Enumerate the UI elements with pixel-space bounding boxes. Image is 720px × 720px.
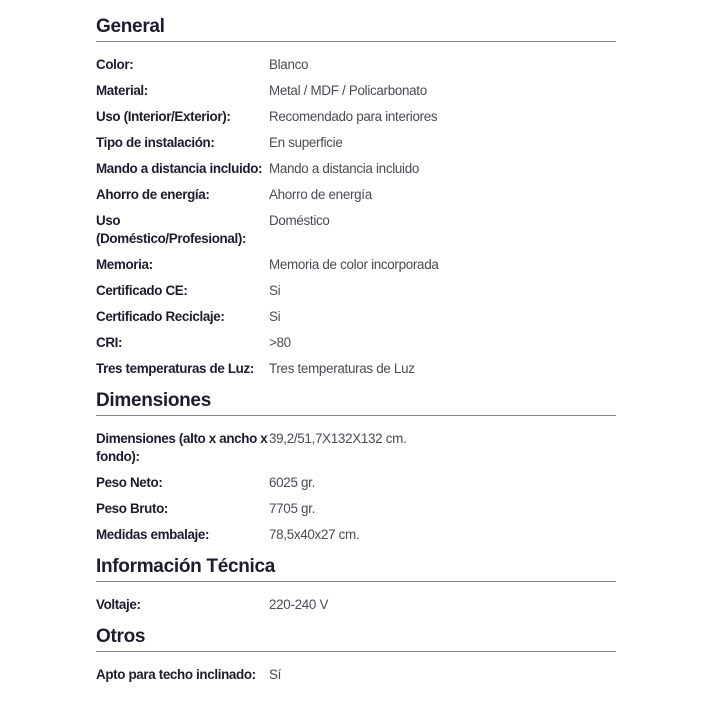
spec-row — [96, 130, 616, 156]
spec-row — [96, 208, 616, 252]
spec-value: 220-240 V — [269, 597, 329, 612]
spec-value: 7705 gr. — [269, 501, 315, 516]
spec-label: CRI: — [96, 335, 123, 350]
spec-label: Medidas embalaje: — [96, 527, 210, 542]
spec-label: Certificado Reciclaje: — [96, 309, 225, 324]
section-otros — [96, 624, 616, 688]
spec-label: Apto para techo inclinado: — [96, 667, 256, 682]
spec-value: 6025 gr. — [269, 475, 315, 490]
section-general — [96, 14, 616, 382]
spec-value: Sí — [269, 667, 282, 682]
spec-value: 78,5x40x27 cm. — [269, 527, 360, 542]
spec-value: Ahorro de energía — [269, 187, 372, 202]
section-dimensiones — [96, 388, 616, 548]
spec-row — [96, 522, 616, 548]
spec-label: Ahorro de energía: — [96, 187, 210, 202]
spec-label: Peso Neto: — [96, 475, 163, 490]
spec-table — [96, 426, 616, 548]
spec-row — [96, 182, 616, 208]
spec-label: Color: — [96, 57, 134, 72]
spec-value: Tres temperaturas de Luz — [269, 361, 415, 376]
spec-label: Dimensiones (alto x ancho x fondo): — [96, 431, 268, 464]
section-informacion-tecnica — [96, 554, 616, 618]
spec-row — [96, 78, 616, 104]
spec-row — [96, 330, 616, 356]
spec-row — [96, 278, 616, 304]
spec-value: Metal / MDF / Policarbonato — [269, 83, 427, 98]
spec-label: Tipo de instalación: — [96, 135, 215, 150]
spec-label: Memoria: — [96, 257, 153, 272]
spec-table — [96, 52, 616, 382]
spec-value: En superficie — [269, 135, 343, 150]
spec-value: Si — [269, 283, 281, 298]
spec-label: Voltaje: — [96, 597, 141, 612]
spec-row — [96, 52, 616, 78]
spec-table — [96, 592, 616, 618]
spec-label: Material: — [96, 83, 148, 98]
spec-value: Recomendado para interiores — [269, 109, 438, 124]
section-title: Otros — [96, 624, 616, 652]
spec-label: Certificado CE: — [96, 283, 188, 298]
spec-label: Peso Bruto: — [96, 501, 169, 516]
spec-row — [96, 104, 616, 130]
spec-value: Si — [269, 309, 281, 324]
spec-value: 39,2/51,7X132X132 cm. — [269, 431, 407, 446]
spec-row — [96, 252, 616, 278]
product-specifications — [96, 14, 616, 694]
spec-row — [96, 426, 616, 470]
spec-label: Uso (Interior/Exterior): — [96, 109, 231, 124]
section-title: Dimensiones — [96, 388, 616, 416]
spec-table — [96, 662, 616, 688]
spec-value: Mando a distancia incluido — [269, 161, 420, 176]
spec-value: Blanco — [269, 57, 309, 72]
spec-row — [96, 662, 616, 688]
spec-value: Doméstico — [269, 213, 330, 228]
section-title: Información Técnica — [96, 554, 616, 582]
section-title: General — [96, 14, 616, 42]
spec-row — [96, 304, 616, 330]
spec-value: Memoria de color incorporada — [269, 257, 439, 272]
spec-label: Mando a distancia incluido: — [96, 161, 263, 176]
spec-label: Tres temperaturas de Luz: — [96, 361, 254, 376]
spec-row — [96, 156, 616, 182]
spec-row — [96, 592, 616, 618]
spec-row — [96, 470, 616, 496]
spec-value: >80 — [269, 335, 291, 350]
spec-row — [96, 356, 616, 382]
spec-label: Uso (Doméstico/Profesional): — [96, 213, 247, 246]
spec-row — [96, 496, 616, 522]
